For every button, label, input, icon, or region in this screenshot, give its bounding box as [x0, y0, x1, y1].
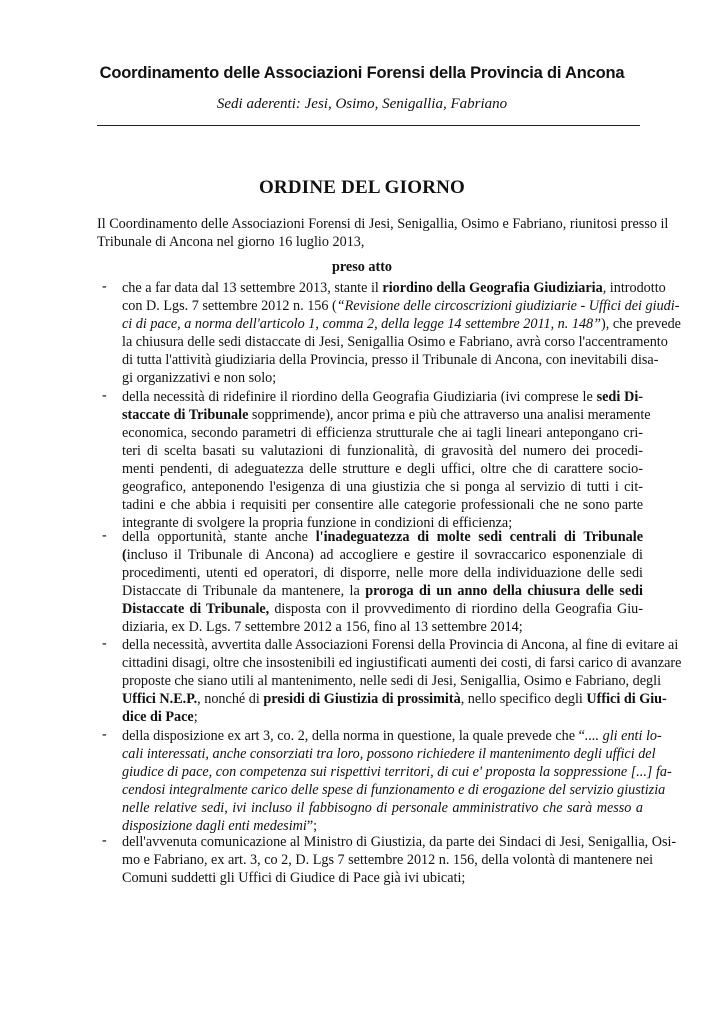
item-line [122, 869, 643, 887]
item-line [122, 496, 643, 514]
text-run: della necessità di ridefinire il riordino della Geografia Giudiziaria (ivi comprese le [122, 389, 597, 405]
preso-atto-heading: preso atto [331, 259, 393, 275]
text-run: menti pendenti, di adeguatezza delle strutture e degli uffici, oltre che di carattere socio- [122, 461, 643, 477]
intro-line: Il Coordinamento delle Associazioni Forensi di Jesi, Senigallia, Osimo e Fabriano, riunitosi presso il [97, 216, 669, 232]
item-line [122, 351, 659, 369]
text-run: della necessità, avvertita dalle Associazioni Forensi della Provincia di Ancona, al fine di evitare ai [122, 637, 679, 653]
item-line [122, 799, 643, 817]
item-line [122, 369, 643, 387]
text-run: che a far data dal 13 settembre 2013, stante il [122, 280, 383, 296]
item-line [122, 851, 654, 869]
text-run: tadini e che abbia i requisiti per consentire alle categorie professionali che ne sono parte [122, 497, 643, 513]
item-line [122, 763, 672, 781]
text-run: , introdotto [602, 280, 666, 296]
text-run: di tutta l'attività giudiziaria della Provincia, presso il Tribunale di Ancona, con inevitabili disa- [122, 352, 659, 368]
item-line [122, 388, 643, 406]
item-line [122, 297, 680, 315]
text-run: della opportunità, stante anche [122, 529, 316, 545]
text-run: con D. Lgs. 7 settembre 2012 n. 156 ( [122, 298, 337, 314]
text-run: diziaria, ex D. Lgs. 7 settembre 2012 a 156, fino al 13 settembre 2014; [122, 619, 523, 635]
document-title: ORDINE DEL GIORNO [258, 177, 466, 198]
italic-text: nelle relative sedi, ivi incluso il fabbisogno di personale amministrativo che sarà messo a [122, 800, 643, 816]
item-line [122, 315, 681, 333]
text-run: incluso il Tribunale di Ancona) ad accogliere e gestire il sovraccarico esponenziale di [126, 547, 643, 563]
item-line [122, 478, 643, 496]
item-line [122, 528, 643, 546]
bold-text: Uffici di Giu- [586, 691, 667, 707]
bullet-dash: - [102, 388, 107, 403]
item-line [122, 279, 666, 297]
text-run: della disposizione ex art 3, co. 2, della norma in questione, la quale prevede che “ [122, 728, 585, 744]
text-run: proposte che siano utili al mantenimento, nelle sedi di Jesi, Senigallia, Osimo e Fabriano, degli [122, 673, 662, 689]
item-line [122, 600, 643, 618]
item-line [122, 781, 666, 799]
italic-text: cendosi integralmente carico delle spese di funzionamento e di erogazione del servizio giustizia [122, 782, 666, 798]
text-run: ), che prevede [601, 316, 681, 332]
intro-line: Tribunale di Ancona nel giorno 16 luglio 2013, [97, 234, 365, 250]
item-line [122, 442, 643, 460]
text-run: ”; [306, 818, 318, 834]
text-run: Distaccate di Tribunale da mantenere, la [122, 583, 366, 599]
text-run: cittadini disagi, oltre che insostenibili ed ingiustificati aumenti dei costi, di farsi carico di avanzare [122, 655, 682, 671]
italic-text: .... gli enti lo- [584, 728, 662, 744]
italic-text: giudice di pace, con competenza sui rispettivi territori, di cui e' proposta la soppressione [...] fa- [122, 764, 672, 780]
item-line [122, 745, 656, 763]
text-run: , nonché di [197, 691, 264, 707]
item-line [122, 424, 643, 442]
header-divider [97, 125, 640, 126]
item-line [122, 833, 677, 851]
text-run: , nello specifico degli [460, 691, 587, 707]
bold-text: riordino della Geografia Giudiziaria [382, 280, 603, 296]
item-line [122, 582, 643, 600]
text-run: teri di scelta basati su valutazioni di funzionalità, di gravosità del numero dei procedi- [122, 443, 643, 459]
item-line [122, 564, 643, 582]
text-run: sopprimende), ancor prima e più che attraverso una analisi meramente [248, 407, 651, 423]
text-run: geografico, anteponendo l'esigenza di una giustizia che si ponga al servizio di tutti i cit- [122, 479, 643, 495]
member-sites-subtitle: Sedi aderenti: Jesi, Osimo, Senigallia, Fabriano [216, 96, 508, 112]
intro-paragraph [97, 215, 669, 251]
item-line [122, 690, 667, 708]
text-run: Comuni suddetti gli Uffici di Giudice di Pace già ivi ubicati; [122, 870, 466, 886]
association-header-title: Coordinamento delle Associazioni Forensi della Provincia di Ancona [99, 64, 625, 82]
bold-text: dice di Pace [122, 709, 194, 725]
item-line [122, 654, 682, 672]
italic-text: ci di pace, a norma dell'articolo 1, comma 2, della legge 14 settembre 2011, n. 148” [122, 316, 602, 332]
item-line [122, 546, 643, 564]
text-run: mo e Fabriano, ex art. 3, co 2, D. Lgs 7 settembre 2012 n. 156, della volontà di mantenere nei [122, 852, 654, 868]
bullet-dash: - [102, 636, 107, 651]
text-run: integrante di svolgere la propria funzione in condizioni di efficienza; [122, 515, 513, 531]
item-line [122, 636, 679, 654]
text-run: gi organizzativi e non solo; [122, 370, 277, 386]
bold-text: presidi di Giustizia di prossimità [263, 691, 461, 707]
text-run: ; [193, 709, 198, 725]
bold-text: proroga di un anno della chiusura delle sedi [365, 583, 644, 599]
bullet-dash: - [102, 833, 107, 848]
italic-text: “Revisione delle circoscrizioni giudiziarie - Uffici dei giudi- [336, 298, 680, 314]
bullet-dash: - [102, 727, 107, 742]
item-line [122, 708, 643, 726]
item-line [122, 406, 651, 424]
bold-text: l'inadeguatezza di molte sedi centrali di Tribunale [315, 529, 644, 545]
text-run: economica, secondo parametri di efficienza strutturale che ai tagli lineari antepongano cri- [122, 425, 643, 441]
bold-text: staccate di Tribunale [122, 407, 249, 423]
text-run: procedimenti, utenti ed operatori, di disporre, nelle more della individuazione delle sedi [122, 565, 643, 581]
item-line [122, 618, 643, 636]
bullet-dash: - [102, 528, 107, 543]
item-line [122, 672, 662, 690]
text-run: la chiusura delle sedi distaccate di Jesi, Senigallia Osimo e Fabriano, avrà corso l'accentramento [122, 334, 668, 350]
bold-text: Uffici N.E.P. [122, 691, 198, 707]
italic-text: cali interessati, anche consorziati tra loro, possono richiedere il mantenimento degli uffici del [122, 746, 656, 762]
bold-text: sedi Di- [596, 389, 644, 405]
bold-text: Distaccate di Tribunale, [122, 601, 270, 617]
bullet-dash: - [102, 279, 107, 294]
item-line [122, 727, 662, 745]
text-run: dell'avvenuta comunicazione al Ministro di Giustizia, da parte dei Sindaci di Jesi, Senigallia, Osi- [122, 834, 677, 850]
bold-text: ( [122, 547, 127, 563]
item-line [122, 460, 643, 478]
italic-text: disposizione dagli enti medesimi [122, 818, 307, 834]
item-line [122, 333, 668, 351]
text-run: disposta con il provvedimento di riordino della Geografia Giu- [269, 601, 643, 617]
